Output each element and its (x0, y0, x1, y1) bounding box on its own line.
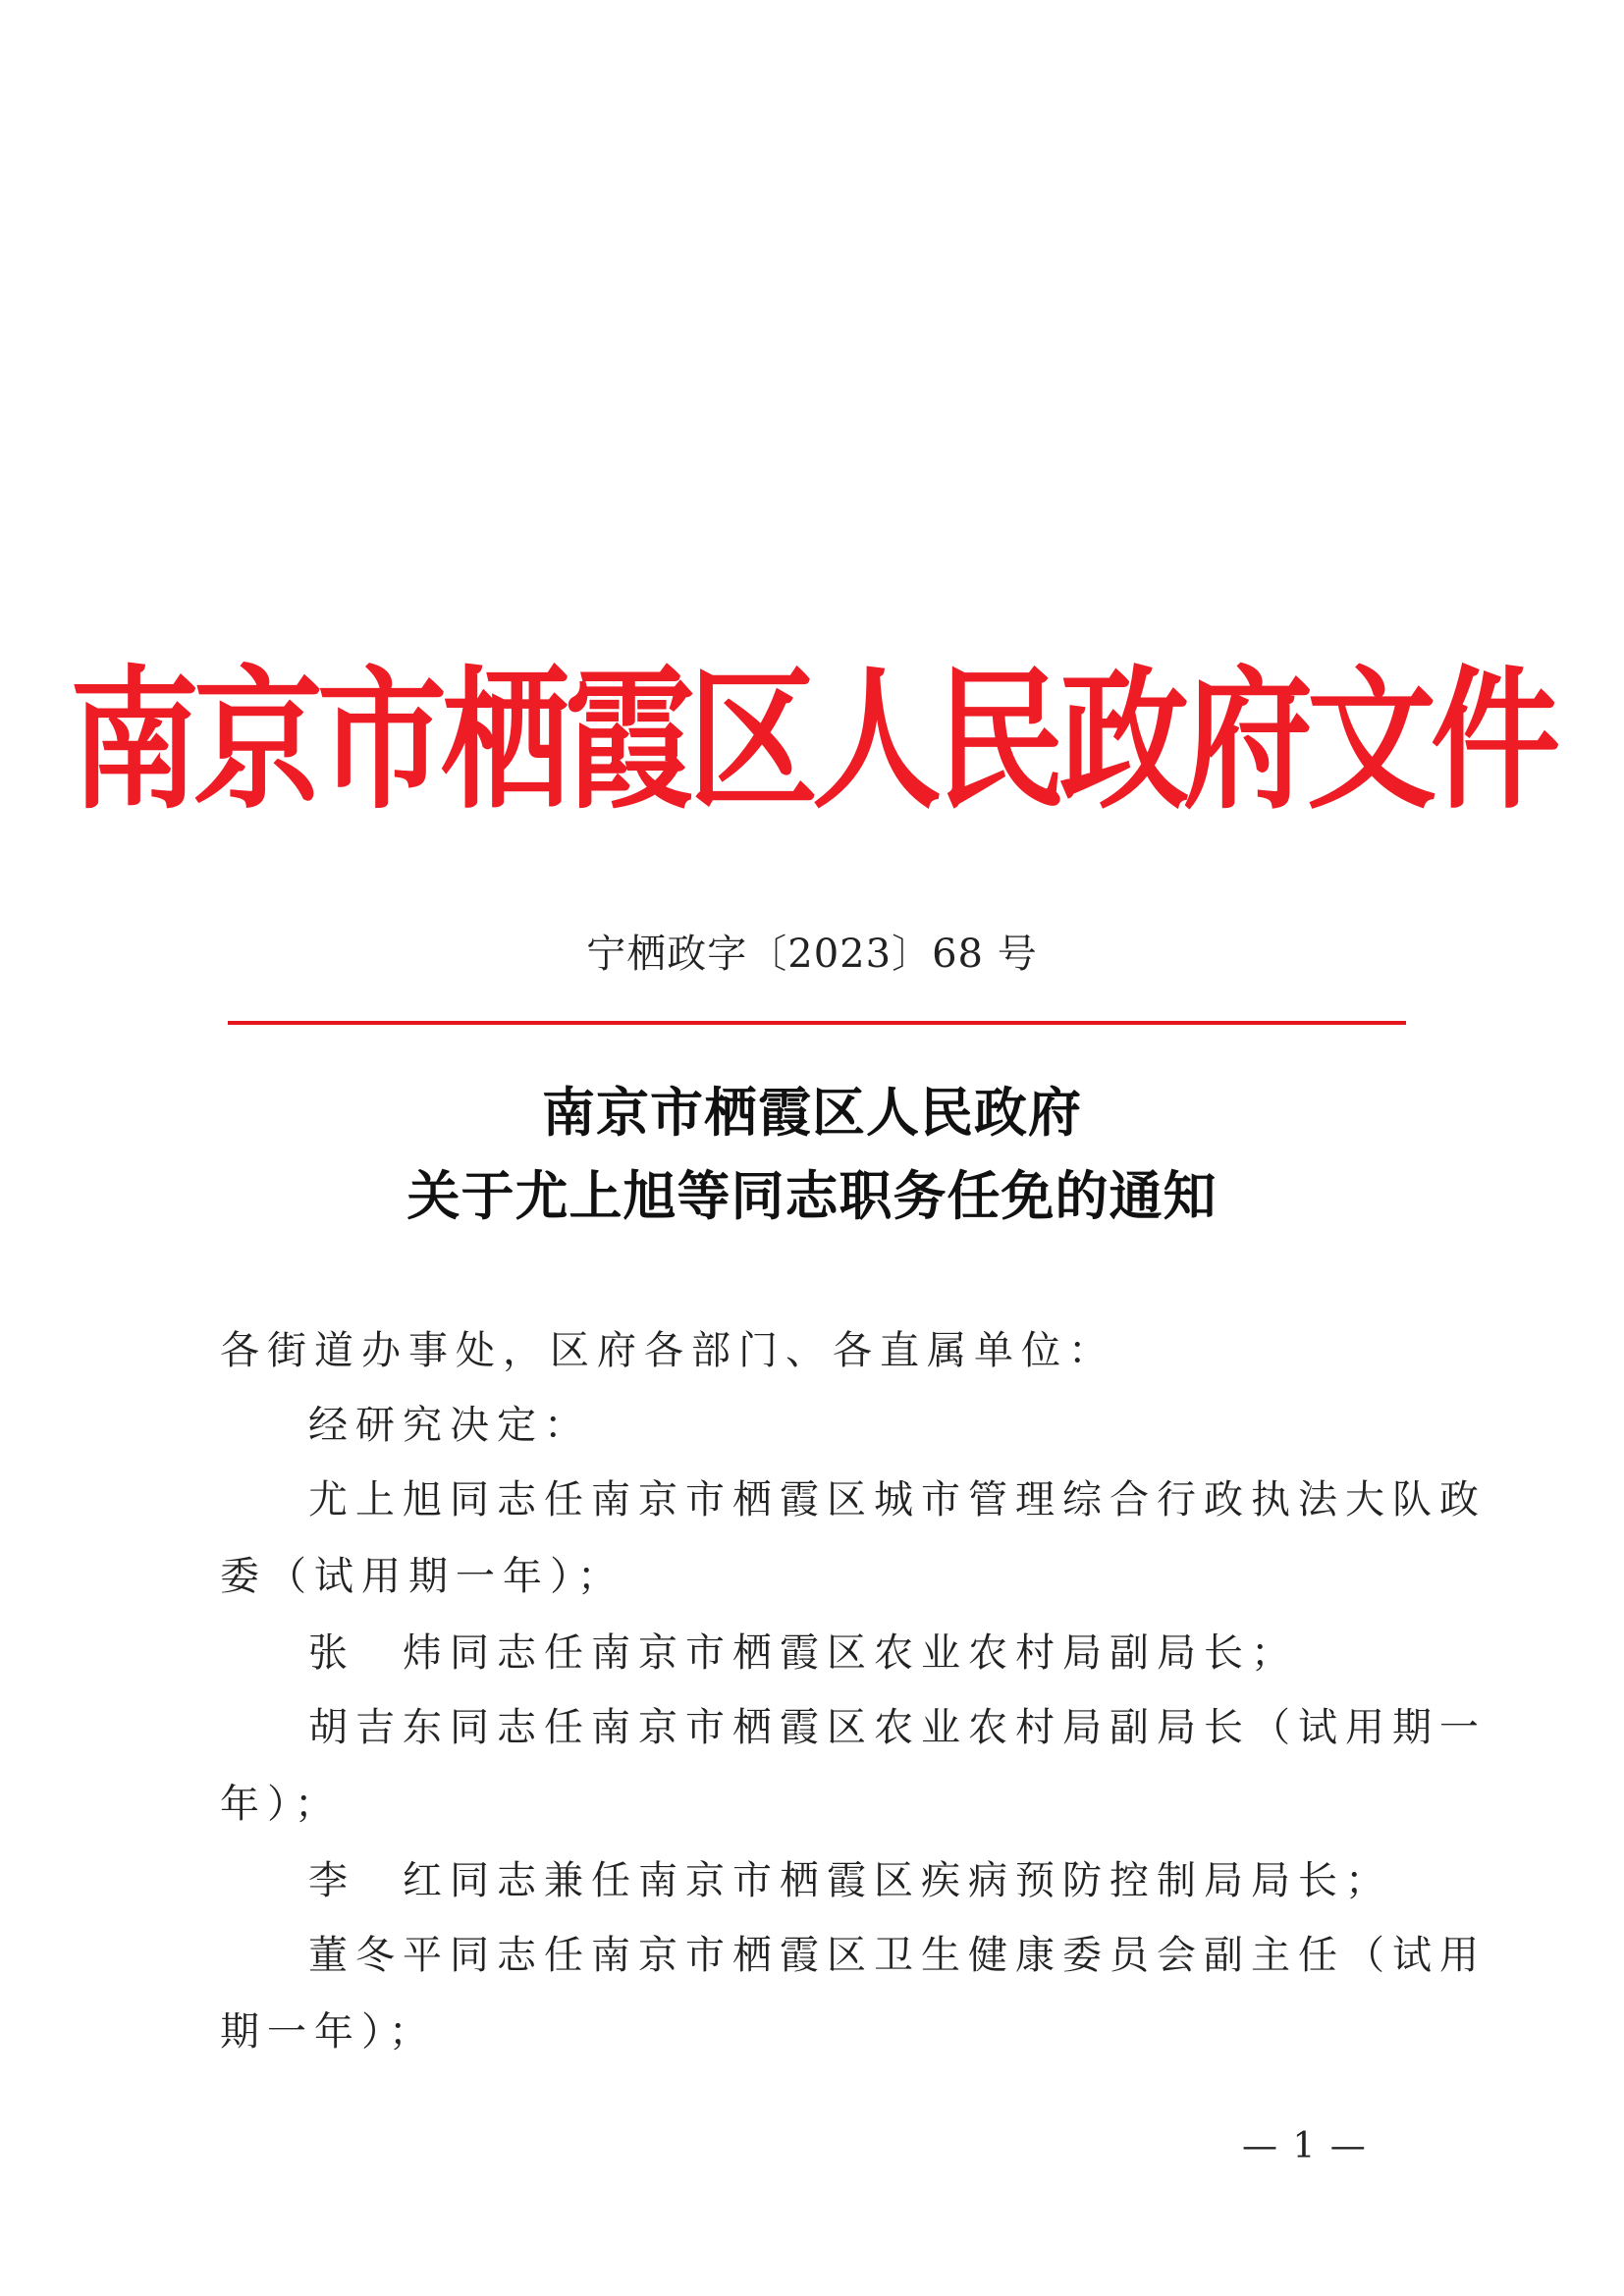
appointment-5-line-2: 期一年）； (220, 2009, 436, 2055)
document-number: 宁栖政字〔2023〕68 号 (586, 932, 1038, 977)
page-number: — 1 — (1242, 2126, 1368, 2166)
appointment-5-line-1: 董冬平同志任南京市栖霞区卫生健康委员会副主任（试用 (308, 1933, 1487, 1978)
appointment-1-line-1: 尤上旭同志任南京市栖霞区城市管理综合行政执法大队政 (308, 1477, 1487, 1522)
red-separator-rule (228, 1021, 1406, 1025)
appointment-4: 李 红同志兼任南京市栖霞区疾病预防控制局局长； (308, 1858, 1392, 1903)
intro-paragraph: 经研究决定： (308, 1403, 591, 1448)
document-title-line-2: 关于尤上旭等同志职务任免的通知 (406, 1164, 1218, 1227)
salutation: 各街道办事处，区府各部门、各直属单位： (220, 1328, 1115, 1373)
appointment-1-line-2: 委（试用期一年）； (220, 1554, 624, 1599)
appointment-2: 张 炜同志任南京市栖霞区农业农村局副局长； (308, 1630, 1298, 1676)
masthead-title: 南京市栖霞区人民政府文件 (70, 652, 1554, 831)
appointment-3-line-1: 胡吉东同志任南京市栖霞区农业农村局副局长（试用期一 (308, 1705, 1487, 1750)
document-title-line-1: 南京市栖霞区人民政府 (542, 1081, 1082, 1144)
appointment-3-line-2: 年）； (220, 1782, 342, 1827)
